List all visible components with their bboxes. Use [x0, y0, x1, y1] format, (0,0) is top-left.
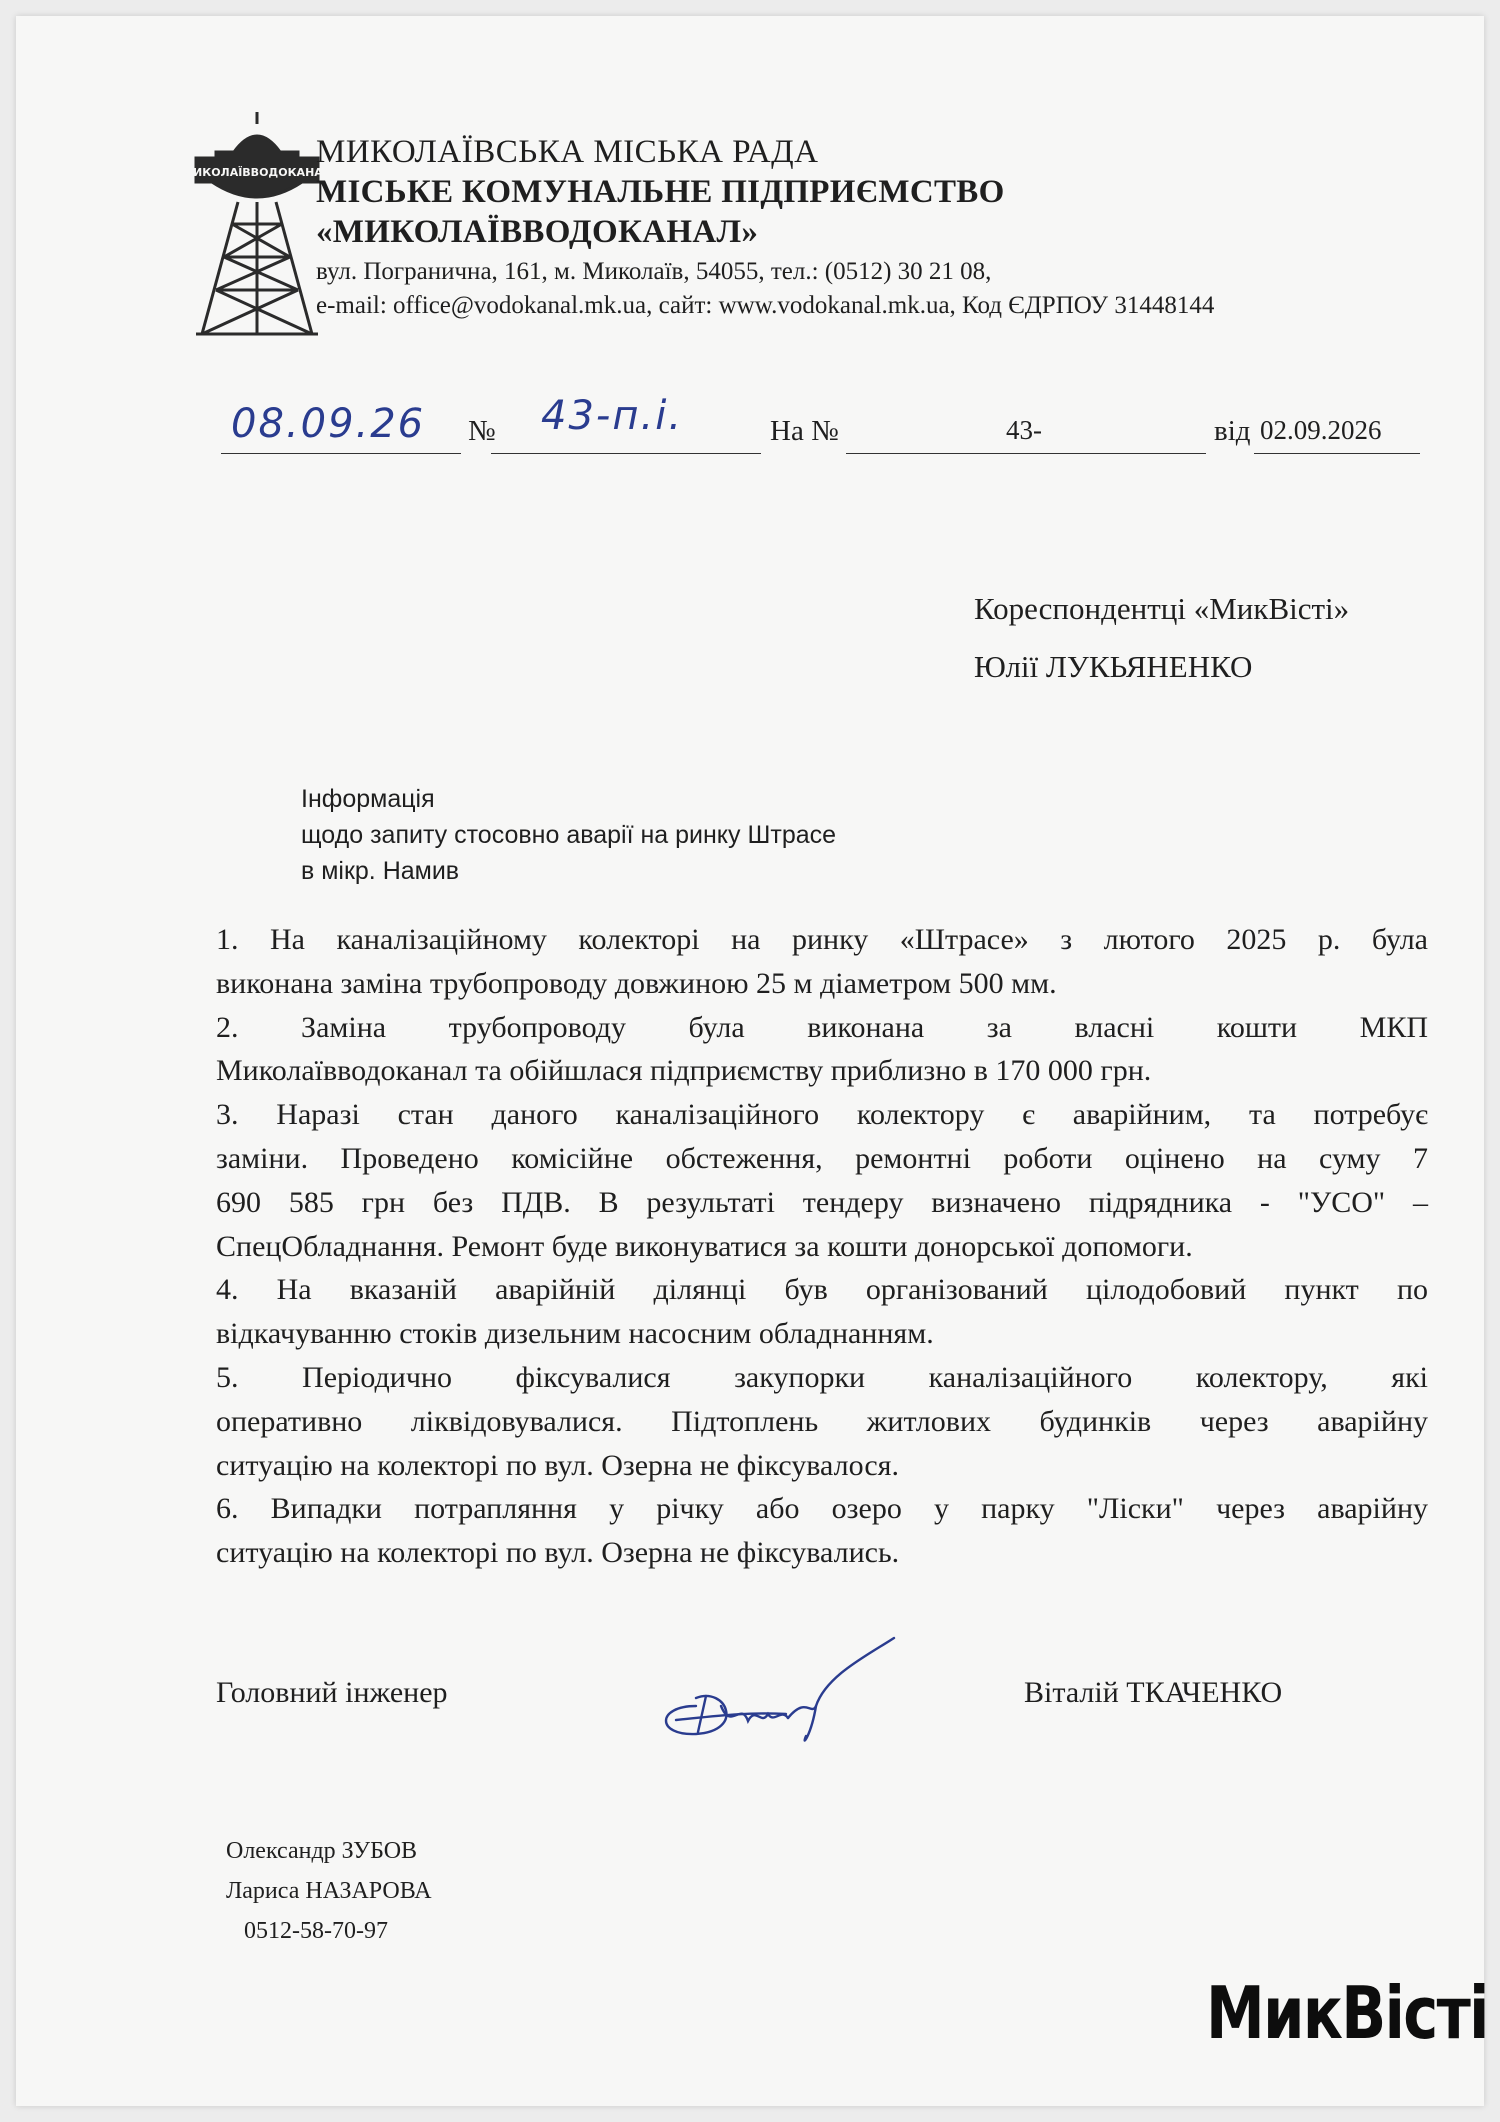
- body-line: заміни. Проведено комісійне обстеження, ремонтні роботи оцінено на суму 7: [216, 1141, 1428, 1175]
- reply-date: 02.09.2026: [1260, 415, 1382, 445]
- addressee-name: Юлії ЛУКЬЯНЕНКО: [974, 649, 1253, 684]
- body-line: ситуацію на колекторі по вул. Озерна не фіксувалося.: [216, 1448, 899, 1482]
- letter-page: [16, 16, 1488, 2106]
- body-line: 5. Періодично фіксувалися закупорки каналізаційного колектору, які: [216, 1360, 1428, 1394]
- body-line: 1. На каналізаційному колекторі на ринку «Штрасе» з лютого 2025 р. була: [216, 923, 1428, 956]
- logo-text: МИКОЛАЇВВОДОКАНАЛ: [182, 166, 332, 179]
- addressee-title: Кореспондентці «МикВісті»: [974, 591, 1350, 626]
- body-line: 2. Заміна трубопроводу була виконана за власні кошти МКП: [216, 1010, 1428, 1044]
- outgoing-number: 43-п.і.: [541, 393, 684, 439]
- executor-name: Олександр ЗУБОВ: [226, 1838, 418, 1864]
- body-line: 690 585 грн без ПДВ. В результаті тендеру визначено підрядника - "УСО" –: [216, 1185, 1428, 1219]
- subject-block: [301, 781, 836, 889]
- subject-line: в мікр. Намив: [301, 857, 460, 885]
- body-line: 3. Наразі стан даного каналізаційного колектору є аварійним, та потребує: [216, 1098, 1428, 1132]
- mykvisti-watermark: МикВісті: [1206, 1971, 1488, 2055]
- from-label: від: [1214, 415, 1251, 447]
- subject-line: Інформація: [301, 785, 435, 813]
- number-label: №: [468, 415, 496, 447]
- body-line: оперативно ліквідовувалися. Підтоплень житлових будинків через аварійну: [216, 1404, 1428, 1438]
- body-line: СпецОбладнання. Ремонт буде виконуватися за кошти донорської допомоги.: [216, 1229, 1193, 1263]
- body-line: 6. Випадки потрапляння у річку або озеро у парку "Ліски" через аварійну: [216, 1492, 1428, 1526]
- body-line: ситуацію на колекторі по вул. Озерна не фіксувались.: [216, 1536, 900, 1570]
- header-address: вул. Погранична, 161, м. Миколаїв, 54055, тел.: (0512) 30 21 08,: [316, 258, 992, 285]
- reply-label: На №: [770, 415, 839, 447]
- outgoing-date: 08.09.26: [231, 401, 426, 447]
- body-line: Миколаївводоканал та обійшлася підприємству приблизно в 170 000 грн.: [216, 1054, 1152, 1088]
- signer-position: Головний інженер: [216, 1676, 448, 1709]
- header-contacts: e-mail: office@vodokanal.mk.ua, сайт: www.vodokanal.mk.ua, Код ЄДРПОУ 31448144: [316, 292, 1215, 319]
- body-line: виконана заміна трубопроводу довжиною 25 м діаметром 500 мм.: [216, 966, 1057, 1000]
- signature-mark: [636, 1636, 916, 1756]
- header-enterprise-name: «МИКОЛАЇВВОДОКАНАЛ»: [316, 214, 759, 250]
- reply-number: 43-: [1006, 415, 1042, 445]
- water-tower-icon: [182, 112, 332, 338]
- subject-line: щодо запиту стосовно аварії на ринку Штрасе: [301, 821, 837, 849]
- signer-name: Віталій ТКАЧЕНКО: [1024, 1676, 1283, 1709]
- header-council: МИКОЛАЇВСЬКА МІСЬКА РАДА: [316, 134, 819, 170]
- header-enterprise-type: МІСЬКЕ КОМУНАЛЬНЕ ПІДПРИЄМСТВО: [316, 174, 1005, 210]
- body-line: 4. На вказаній аварійній ділянці був організований цілодобовий пункт по: [216, 1273, 1428, 1307]
- executor-name: Лариса НАЗАРОВА: [226, 1878, 432, 1904]
- body-line: відкачуванню стоків дизельним насосним обладнанням.: [216, 1317, 934, 1351]
- executor-phone: 0512-58-70-97: [244, 1918, 388, 1944]
- letter-body: [216, 918, 1428, 1575]
- registration-row: [16, 393, 1484, 461]
